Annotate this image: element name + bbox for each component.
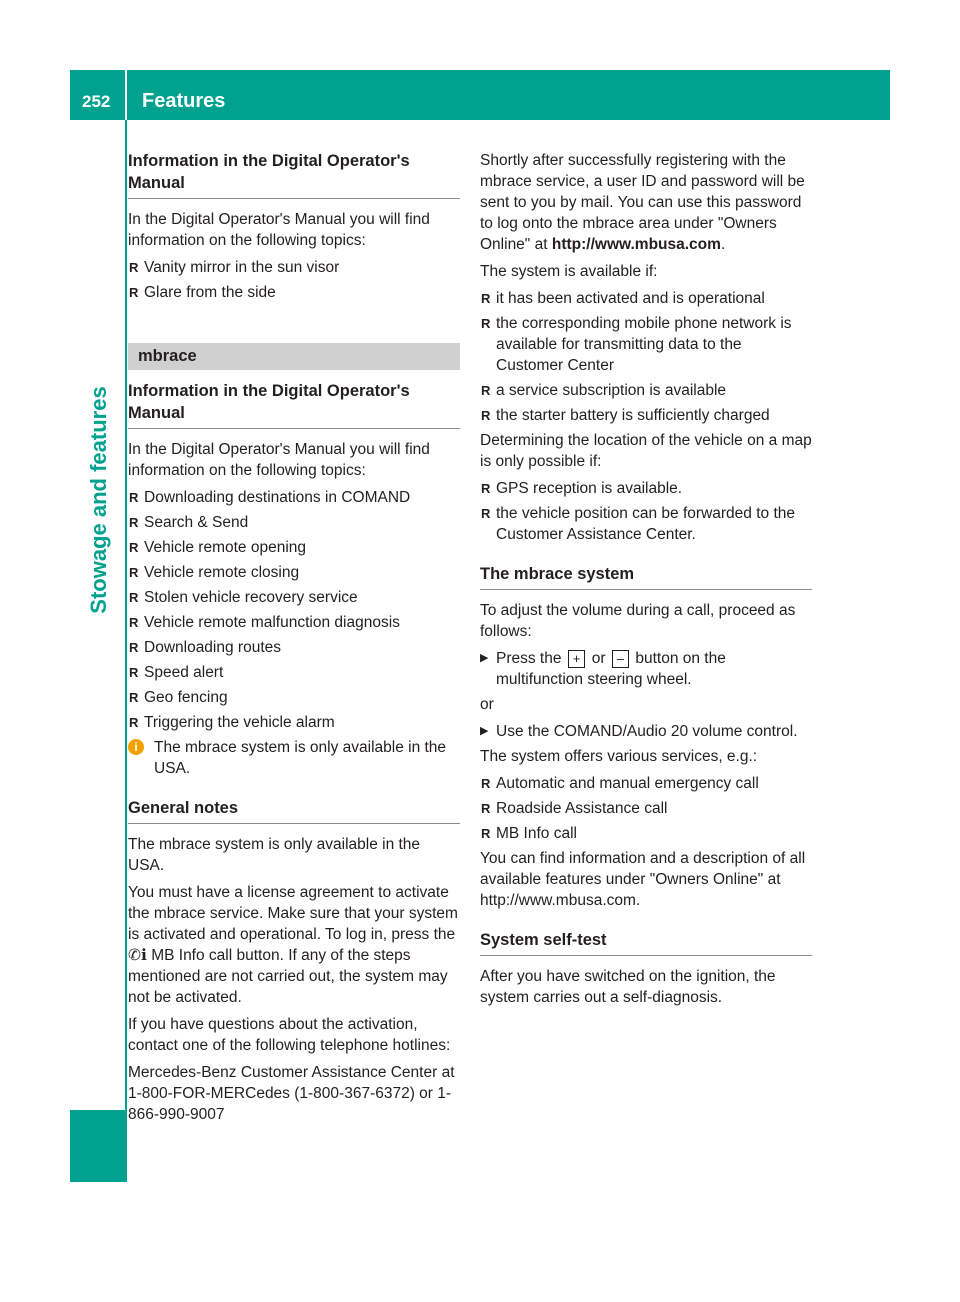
list-item: R Vehicle remote opening	[128, 537, 460, 558]
paragraph: The system offers various services, e.g.:	[480, 748, 758, 765]
paragraph: If you have questions about the activation, contact one of the following telephone hotlines:	[128, 1016, 451, 1054]
right-column	[480, 150, 812, 1014]
paragraph	[480, 150, 812, 255]
list-item: R Triggering the vehicle alarm	[128, 712, 460, 733]
text-run: Press the	[496, 650, 562, 667]
list-item: R Vanity mirror in the sun visor	[128, 257, 460, 278]
paragraph: Determining the location of the vehicle on a map is only possible if:	[480, 432, 812, 470]
paragraph: Mercedes-Benz Customer Assistance Center at 1-800-FOR-MERCedes (1-800-367-6372) or 1-866-990-9007	[128, 1064, 455, 1123]
list-item: R GPS reception is available.	[480, 478, 812, 499]
list-item: R Downloading destinations in COMAND	[128, 487, 460, 508]
list-item: R the vehicle position can be forwarded to the Customer Assistance Center.	[480, 503, 812, 545]
plus-key-icon: +	[568, 650, 586, 668]
mb-info-call-icon: ✆ℹ	[128, 947, 147, 964]
list-item: R Speed alert	[128, 662, 460, 683]
text-run: button on the multifunction steering wheel.	[496, 650, 726, 688]
heading-general-notes: General notes	[128, 797, 460, 824]
minus-key-icon: –	[612, 650, 629, 668]
step-item	[480, 648, 812, 690]
list-item: R MB Info call	[480, 823, 812, 844]
text-run: You must have a license agreement to activate the mbrace service. Make sure that your system is activated and operational. To log in, press the	[128, 884, 458, 943]
services-list	[480, 773, 812, 844]
side-tab-label: Stowage and features	[86, 386, 111, 614]
header-divider	[125, 70, 127, 120]
left-column	[128, 150, 460, 1131]
paragraph: The system is available if:	[480, 263, 658, 280]
availability-list	[480, 288, 812, 426]
list-item: R Search & Send	[128, 512, 460, 533]
page-header	[70, 70, 890, 120]
list-item: R Automatic and manual emergency call	[480, 773, 812, 794]
side-tab-marker	[70, 1110, 127, 1182]
list-item: R Glare from the side	[128, 282, 460, 303]
location-list	[480, 478, 812, 545]
mbusa-link[interactable]: http://www.mbusa.com	[551, 236, 721, 253]
list-item: R Roadside Assistance call	[480, 798, 812, 819]
list-item: R it has been activated and is operational	[480, 288, 812, 309]
paragraph: To adjust the volume during a call, proceed as follows:	[480, 602, 796, 640]
list-item: R Vehicle remote closing	[128, 562, 460, 583]
list-item: R a service subscription is available	[480, 380, 812, 401]
info-icon: i	[128, 739, 144, 755]
paragraph: In the Digital Operator's Manual you will find information on the following topics:	[128, 441, 430, 479]
list-item: R Stolen vehicle recovery service	[128, 587, 460, 608]
text-run: or	[591, 650, 606, 667]
steps-list	[480, 648, 812, 690]
paragraph	[128, 882, 460, 1008]
heading-self-test: System self-test	[480, 929, 812, 956]
list-item: R the starter battery is sufficiently charged	[480, 405, 812, 426]
text-run: .	[720, 236, 726, 253]
paragraph: The mbrace system is only available in the USA.	[128, 836, 421, 874]
text-run: MB Info call button. If any of the steps mentioned are not carried out, the system may not be activated.	[128, 947, 448, 1006]
heading-digital-manual-1: Information in the Digital Operator's Manual	[128, 150, 460, 199]
heading-mbrace-system: The mbrace system	[480, 563, 812, 590]
side-tab	[70, 120, 127, 1182]
paragraph: You can find information and a description of all available features under "Owners Online" at http://www.mbusa.com.	[480, 850, 806, 909]
info-note	[128, 737, 460, 779]
step-item: ▶ Use the COMAND/Audio 20 volume control.	[480, 721, 812, 742]
list-item: R the corresponding mobile phone network is available for transmitting data to the Customer Center	[480, 313, 812, 376]
steps-list-2	[480, 721, 812, 742]
note-text: The mbrace system is only available in the USA.	[154, 739, 447, 777]
text-run: Shortly after successfully registering with the mbrace service, a user ID and password will be sent to you by mail. You can use this password to log onto the mbrace area under "Owners Online" at	[480, 152, 805, 253]
paragraph: In the Digital Operator's Manual you will find information on the following topics:	[128, 211, 430, 249]
page-number: 252	[82, 92, 111, 111]
list-item: R Vehicle remote malfunction diagnosis	[128, 612, 460, 633]
paragraph: or	[480, 696, 494, 713]
topic-list-1	[128, 257, 460, 303]
topic-list-2	[128, 487, 460, 733]
list-item: R Geo fencing	[128, 687, 460, 708]
list-item: R Downloading routes	[128, 637, 460, 658]
paragraph: After you have switched on the ignition, the system carries out a self-diagnosis.	[480, 968, 776, 1006]
heading-digital-manual-2: Information in the Digital Operator's Manual	[128, 380, 460, 429]
section-bar-mbrace: mbrace	[128, 343, 460, 370]
section-title: Features	[142, 90, 226, 112]
